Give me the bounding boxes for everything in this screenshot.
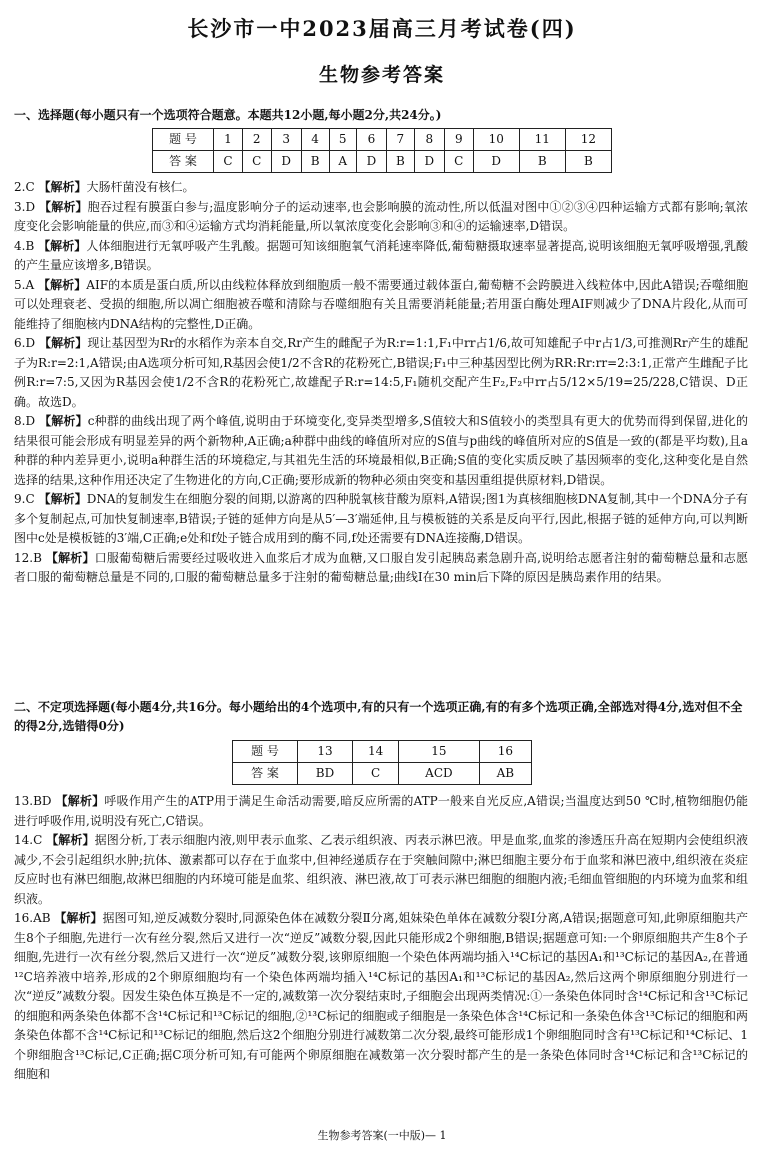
table-cell: 15: [399, 741, 480, 763]
table-cell: 1: [214, 129, 243, 151]
list-item: 5.A 【解析】AIF的本质是蛋白质,所以由线粒体释放到细胞质一般不需要通过载体蛋白,葡萄糖不会跨膜进入线粒体中,因此A错误;吞噬细胞可以处理衰老、受损的细胞,所以凋亡细胞被吞噬和清除与吞噬细胞有关且需要消耗能量;若用蛋白酶处理AIF则减少了DNA片段化,从而可能维持了细胞核内DNA结构的完整性,D正确。: [14, 277, 748, 331]
list-item: 6.D 【解析】现让基因型为Rr的水稻作为亲本自交,Rr产生的雌配子为R:r=1:1,F₁中rr占1/6,故可知雄配子中r占1/3,可推测Rr产生的雄配子为R:r=2:1,A错误;由A选项分析可知,R基因会使1/2不含R的花粉死亡,B错误;F₁中三种基因型比例为RR:Rr:rr=2:3:1,正常产生雌配子比例R:r=7:5,又因为R基因会使1/2不含R的花粉死亡,故雄配子R:r=14:5,F₁随机交配产生F₂,F₂中rr占5/12×5/19=25/228,C错误、D正确。故选D。: [14, 336, 748, 409]
table-row-answers: [153, 151, 612, 173]
table-cell: 12: [565, 129, 611, 151]
table-cell: 6: [356, 129, 386, 151]
explanations-part1: [14, 178, 748, 588]
page-title: 长沙市一中2023届高三月考试卷(四): [187, 16, 577, 41]
table-cell: 7: [386, 129, 414, 151]
list-item: 12.B 【解析】口服葡萄糖后需要经过吸收进入血浆后才成为血糖,又口服自发引起胰岛素急剧升高,说明给志愿者注射的葡萄糖总量和志愿者口服的葡萄糖总量是不同的,口服的葡萄糖总量多于注射的葡萄糖总量;曲线Ⅰ在30 min后下降的原因是胰岛素作用的结果。: [14, 550, 748, 584]
table-cell: BD: [298, 763, 353, 785]
section2-heading: 二、不定项选择题(每小题4分,共16分。每小题给出的4个选项中,有的只有一个选项正确,有的有多个选项正确,全部选对得4分,选对但不全的得2分,选错得0分): [14, 700, 743, 733]
table-cell: D: [271, 151, 301, 173]
list-item: 3.D 【解析】胞吞过程有膜蛋白参与;温度影响分子的运动速率,也会影响膜的流动性,所以低温对图中①②③④四种运输方式都有影响;氧浓度变化会影响能量的供应,而③和④运输方式均消耗能量,所以氧浓度变化会影响③和④的运输速率,D错误。: [14, 199, 748, 233]
table-cell: C: [242, 151, 271, 173]
table-cell: B: [301, 151, 329, 173]
table-cell: B: [386, 151, 414, 173]
section1-heading: 一、选择题(每小题只有一个选项符合题意。本题共12小题,每小题2分,共24分。): [14, 108, 442, 122]
table-cell: ACD: [399, 763, 480, 785]
table-cell: D: [473, 151, 519, 173]
table-cell: 3: [271, 129, 301, 151]
row-label: 题 号: [153, 129, 214, 151]
table-cell: 16: [479, 741, 531, 763]
page-footer: 生物参考答案(一中版)— 1: [317, 1128, 447, 1142]
table-cell: C: [444, 151, 473, 173]
row-label: 答 案: [233, 763, 298, 785]
table-cell: 5: [329, 129, 356, 151]
list-item: 9.C 【解析】DNA的复制发生在细胞分裂的间期,以游离的四种脱氧核苷酸为原料,A错误;图1为真核细胞核DNA复制,其中一个DNA分子有多个复制起点,可加快复制速率,B错误;子链的延伸方向是从5′—3′端延伸,且与模板链的关系是反向平行,因此,根据子链的延伸方向,可以判断图中c处是模板链的3′端,C正确;e处和f处子链合成用到的酶不同,f处还需要有DNA连接酶,D错误。: [14, 492, 748, 545]
answer-table-2: [232, 740, 532, 785]
explanations-part2: [14, 792, 748, 1085]
list-item: 13.BD 【解析】呼吸作用产生的ATP用于满足生命活动需要,暗反应所需的ATP一般来自光反应,A错误;当温度达到50 ℃时,植物细胞仍能进行呼吸作用,说明没有死亡,C错误。: [14, 794, 748, 828]
table-cell: 2: [242, 129, 271, 151]
table-cell: B: [519, 151, 565, 173]
table-cell: AB: [479, 763, 531, 785]
list-item: 14.C 【解析】据图分析,丁表示细胞内液,则甲表示血浆、乙表示组织液、丙表示淋巴液。甲是血浆,血浆的渗透压升高在短期内会使组织液减少,不会引起组织水肿;抗体、激素都可以存在于血浆中,但神经递质存在于突触间隙中;淋巴细胞主要分布于血浆和淋巴液中,组织液在炎症反应时也有淋巴细胞,故淋巴细胞的内环境可能是血浆、组织液、淋巴液,故丁可表示淋巴细胞的细胞内液;毛细血管细胞的内环境为血浆和组织液。: [14, 833, 748, 906]
table-cell: 9: [444, 129, 473, 151]
table-row-numbers: [233, 741, 532, 763]
table-cell: 11: [519, 129, 565, 151]
table-cell: A: [329, 151, 356, 173]
table-row-numbers: [153, 129, 612, 151]
answer-table-1: [152, 128, 612, 173]
list-item: 2.C 【解析】大肠杆菌没有核仁。: [14, 180, 195, 194]
table-cell: C: [214, 151, 243, 173]
table-cell: 8: [414, 129, 444, 151]
table-cell: B: [565, 151, 611, 173]
table-cell: 13: [298, 741, 353, 763]
page-subtitle: 生物参考答案: [318, 64, 445, 86]
list-item: 8.D 【解析】c种群的曲线出现了两个峰值,说明由于环境变化,变异类型增多,S值较大和S值较小的类型具有更大的优势而得到保留,进化的结果很可能会形成有明显差异的两个新物种,A正确;a种群中曲线的峰值所对应的S值与p曲线的峰值所对应的S值是一致的(都是平均数),且a种群的种内差异更小,说明a种群生活的环境稳定,与其祖先生活的环境最相似,B正确;S值的变化实质反映了基因频率的变化,这种变化是自然选择的结果,这种作用还决定了生物进化的方向,C正确;要形成新的物种必须由突变和基因重组提供原材料,D错误。: [14, 414, 748, 487]
table-cell: C: [353, 763, 399, 785]
table-row-answers: [233, 763, 532, 785]
list-item: 4.B 【解析】人体细胞进行无氧呼吸产生乳酸。据题可知该细胞氧气消耗速率降低,葡萄糖摄取速率显著提高,说明该细胞无氧呼吸增强,乳酸的产生量应该增多,B错误。: [14, 238, 748, 272]
table-cell: D: [414, 151, 444, 173]
table-cell: 10: [473, 129, 519, 151]
table-cell: 4: [301, 129, 329, 151]
table-cell: D: [356, 151, 386, 173]
row-label: 题 号: [233, 741, 298, 763]
list-item: 16.AB 【解析】据图可知,逆反减数分裂时,同源染色体在减数分裂Ⅱ分离,姐妹染色单体在减数分裂Ⅰ分离,A错误;据题意可知,此卵原细胞共产生8个子细胞,先进行一次有丝分裂,然后又进行一次“逆反”减数分裂,因此只能形成2个卵细胞,B错误;据题意可知:一个卵原细胞共产生8个子细胞,先进行一次有丝分裂,然后又进行一次“逆反”减数分裂,该卵原细胞一个染色体两端均插入¹⁴C标记的基因A₁和¹³C标记的基因A₂,在普通¹²C培养液中培养,形成的2个卵原细胞均有一个染色体两端均插入¹⁴C标记的基因A₁和¹³C标记的基因A₂,然后这两个卵原细胞分别进行一次“逆反”减数分裂。因发生染色体互换是不一定的,减数第一次分裂结束时,子细胞会出现两类情况:①一条染色体同时含¹⁴C标记和含¹³C标记的细胞和两条染色体都不含¹⁴C标记和¹³C标记的细胞,②¹³C标记的细胞或子细胞是一条染色体含¹⁴C标记和一条染色体含¹³C标记的细胞和两条染色体都不含¹⁴C标记和¹³C标记的细胞,然后这2个细胞分别进行减数第二次分裂,最终可能形成1个卵细胞同时含有¹³C标记和¹⁴C标记、1个卵细胞含¹³C标记,C正确;据C项分析可知,有可能两个卵原细胞在减数第一次分裂时都产生的是一条染色体同时含¹⁴C标记和含¹³C标记的细胞和: [14, 911, 748, 1081]
row-label: 答 案: [153, 151, 214, 173]
table-cell: 14: [353, 741, 399, 763]
